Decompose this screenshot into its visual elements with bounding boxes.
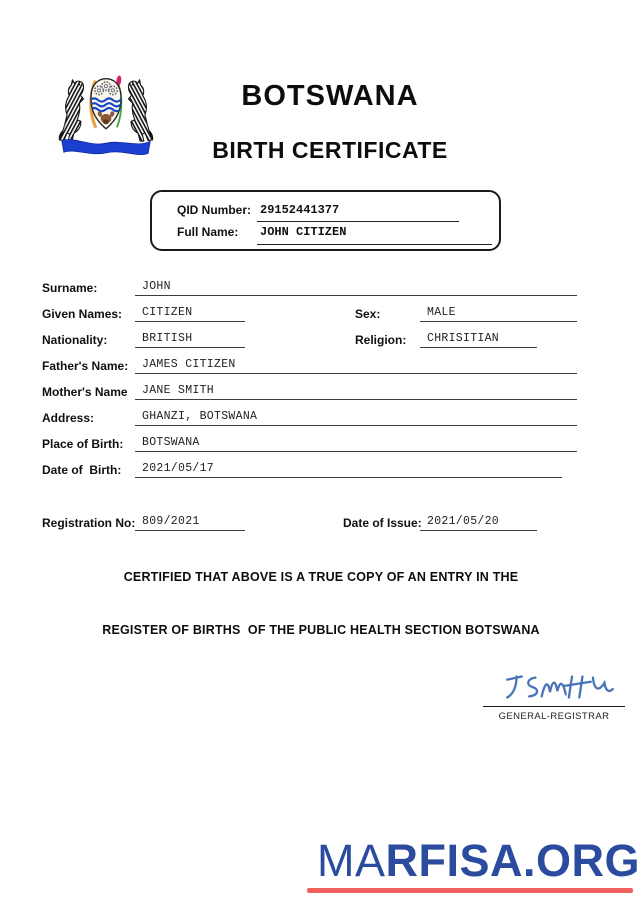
country-title: BOTSWANA [241, 80, 419, 112]
document-title: BIRTH CERTIFICATE [212, 137, 448, 163]
full-name-label: Full Name: [177, 225, 239, 239]
registrar-signature-icon [503, 668, 618, 706]
nationality-label: Nationality: [42, 333, 108, 347]
watermark-underline [307, 888, 633, 893]
surname-value: JOHN [135, 280, 577, 296]
qid-number-value: 29152441377 [260, 203, 340, 217]
signature-caption: GENERAL-REGISTRAR [498, 711, 610, 722]
watermark-part-light: MA [316, 835, 386, 886]
certification-line-2: REGISTER OF BIRTHS OF THE PUBLIC HEALTH SECTION BOTSWANA [102, 623, 540, 637]
qid-number-label: QID Number: [177, 203, 252, 217]
signature-line [483, 706, 625, 707]
fathers-name-label: Father's Name: [42, 359, 129, 373]
watermark-part-bold: .ORG [522, 835, 640, 886]
full-name-value: JOHN CITIZEN [260, 225, 347, 239]
mothers-name-value: JANE SMITH [135, 384, 577, 400]
given-names-value: CITIZEN [135, 306, 245, 322]
date-of-birth-value: 2021/05/17 [135, 462, 562, 478]
date-of-issue-label: Date of Issue: [343, 516, 422, 530]
date-of-issue-value: 2021/05/20 [420, 515, 537, 531]
nationality-value: BRITISH [135, 332, 245, 348]
sex-label: Sex: [355, 307, 381, 321]
sex-value: MALE [420, 306, 577, 322]
address-value: GHANZI, BOTSWANA [135, 410, 577, 426]
qid-box [150, 190, 501, 251]
given-names-label: Given Names: [42, 307, 123, 321]
registration-no-value: 809/2021 [135, 515, 245, 531]
full-name-underline [257, 228, 492, 245]
watermark-part-medium: RFISA [385, 835, 523, 886]
qid-number-underline [257, 205, 459, 222]
fathers-name-value: JAMES CITIZEN [135, 358, 577, 374]
registration-no-label: Registration No: [42, 516, 136, 530]
date-of-birth-label: Date of Birth: [42, 463, 122, 477]
certification-line-1: CERTIFIED THAT ABOVE IS A TRUE COPY OF AN ENTRY IN THE [123, 570, 519, 584]
marfisa-org-watermark [303, 835, 640, 886]
mothers-name-label: Mother's Name [42, 385, 128, 399]
address-label: Address: [42, 411, 95, 425]
zebra-left [59, 80, 84, 141]
religion-label: Religion: [355, 333, 407, 347]
place-of-birth-label: Place of Birth: [42, 437, 124, 451]
religion-value: CHRISITIAN [420, 332, 537, 348]
place-of-birth-value: BOTSWANA [135, 436, 577, 452]
surname-label: Surname: [42, 281, 98, 295]
